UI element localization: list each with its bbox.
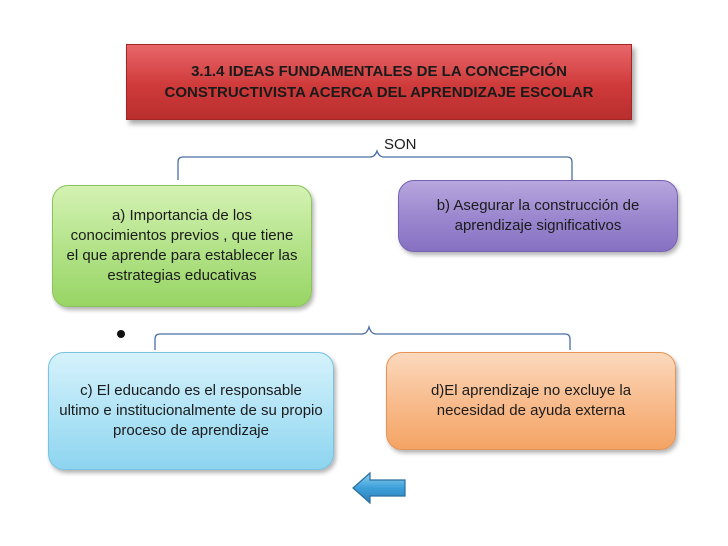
left-arrow-icon[interactable] [350, 470, 410, 506]
bullet-icon [117, 330, 125, 338]
box-c-text: c) El educando es el responsable ultimo e institucionalmente de su propio proceso de aprendizaje [59, 382, 323, 439]
title-text: 3.1.4 IDEAS FUNDAMENTALES DE LA CONCEPCIÓN CONSTRUCTIVISTA ACERCA DEL APRENDIZAJE ESCOLAR [164, 63, 594, 101]
bottom-bracket [155, 327, 570, 350]
box-d-text: d)El aprendizaje no excluye la necesidad de ayuda externa [430, 382, 632, 419]
box-a-text: a) Importancia de los conocimientos previos , que tiene el que aprende para establecer las estrategias educativas [66, 207, 298, 284]
box-b-meaningful-learning [398, 180, 678, 252]
box-a-previous-knowledge [52, 185, 312, 307]
box-d-external-help [386, 352, 676, 450]
top-bracket [178, 151, 572, 180]
box-b-text: b) Asegurar la construcción de aprendizaje significativos [436, 197, 640, 234]
connector-label-son: SON [384, 136, 417, 153]
box-c-learner-responsible [48, 352, 334, 470]
